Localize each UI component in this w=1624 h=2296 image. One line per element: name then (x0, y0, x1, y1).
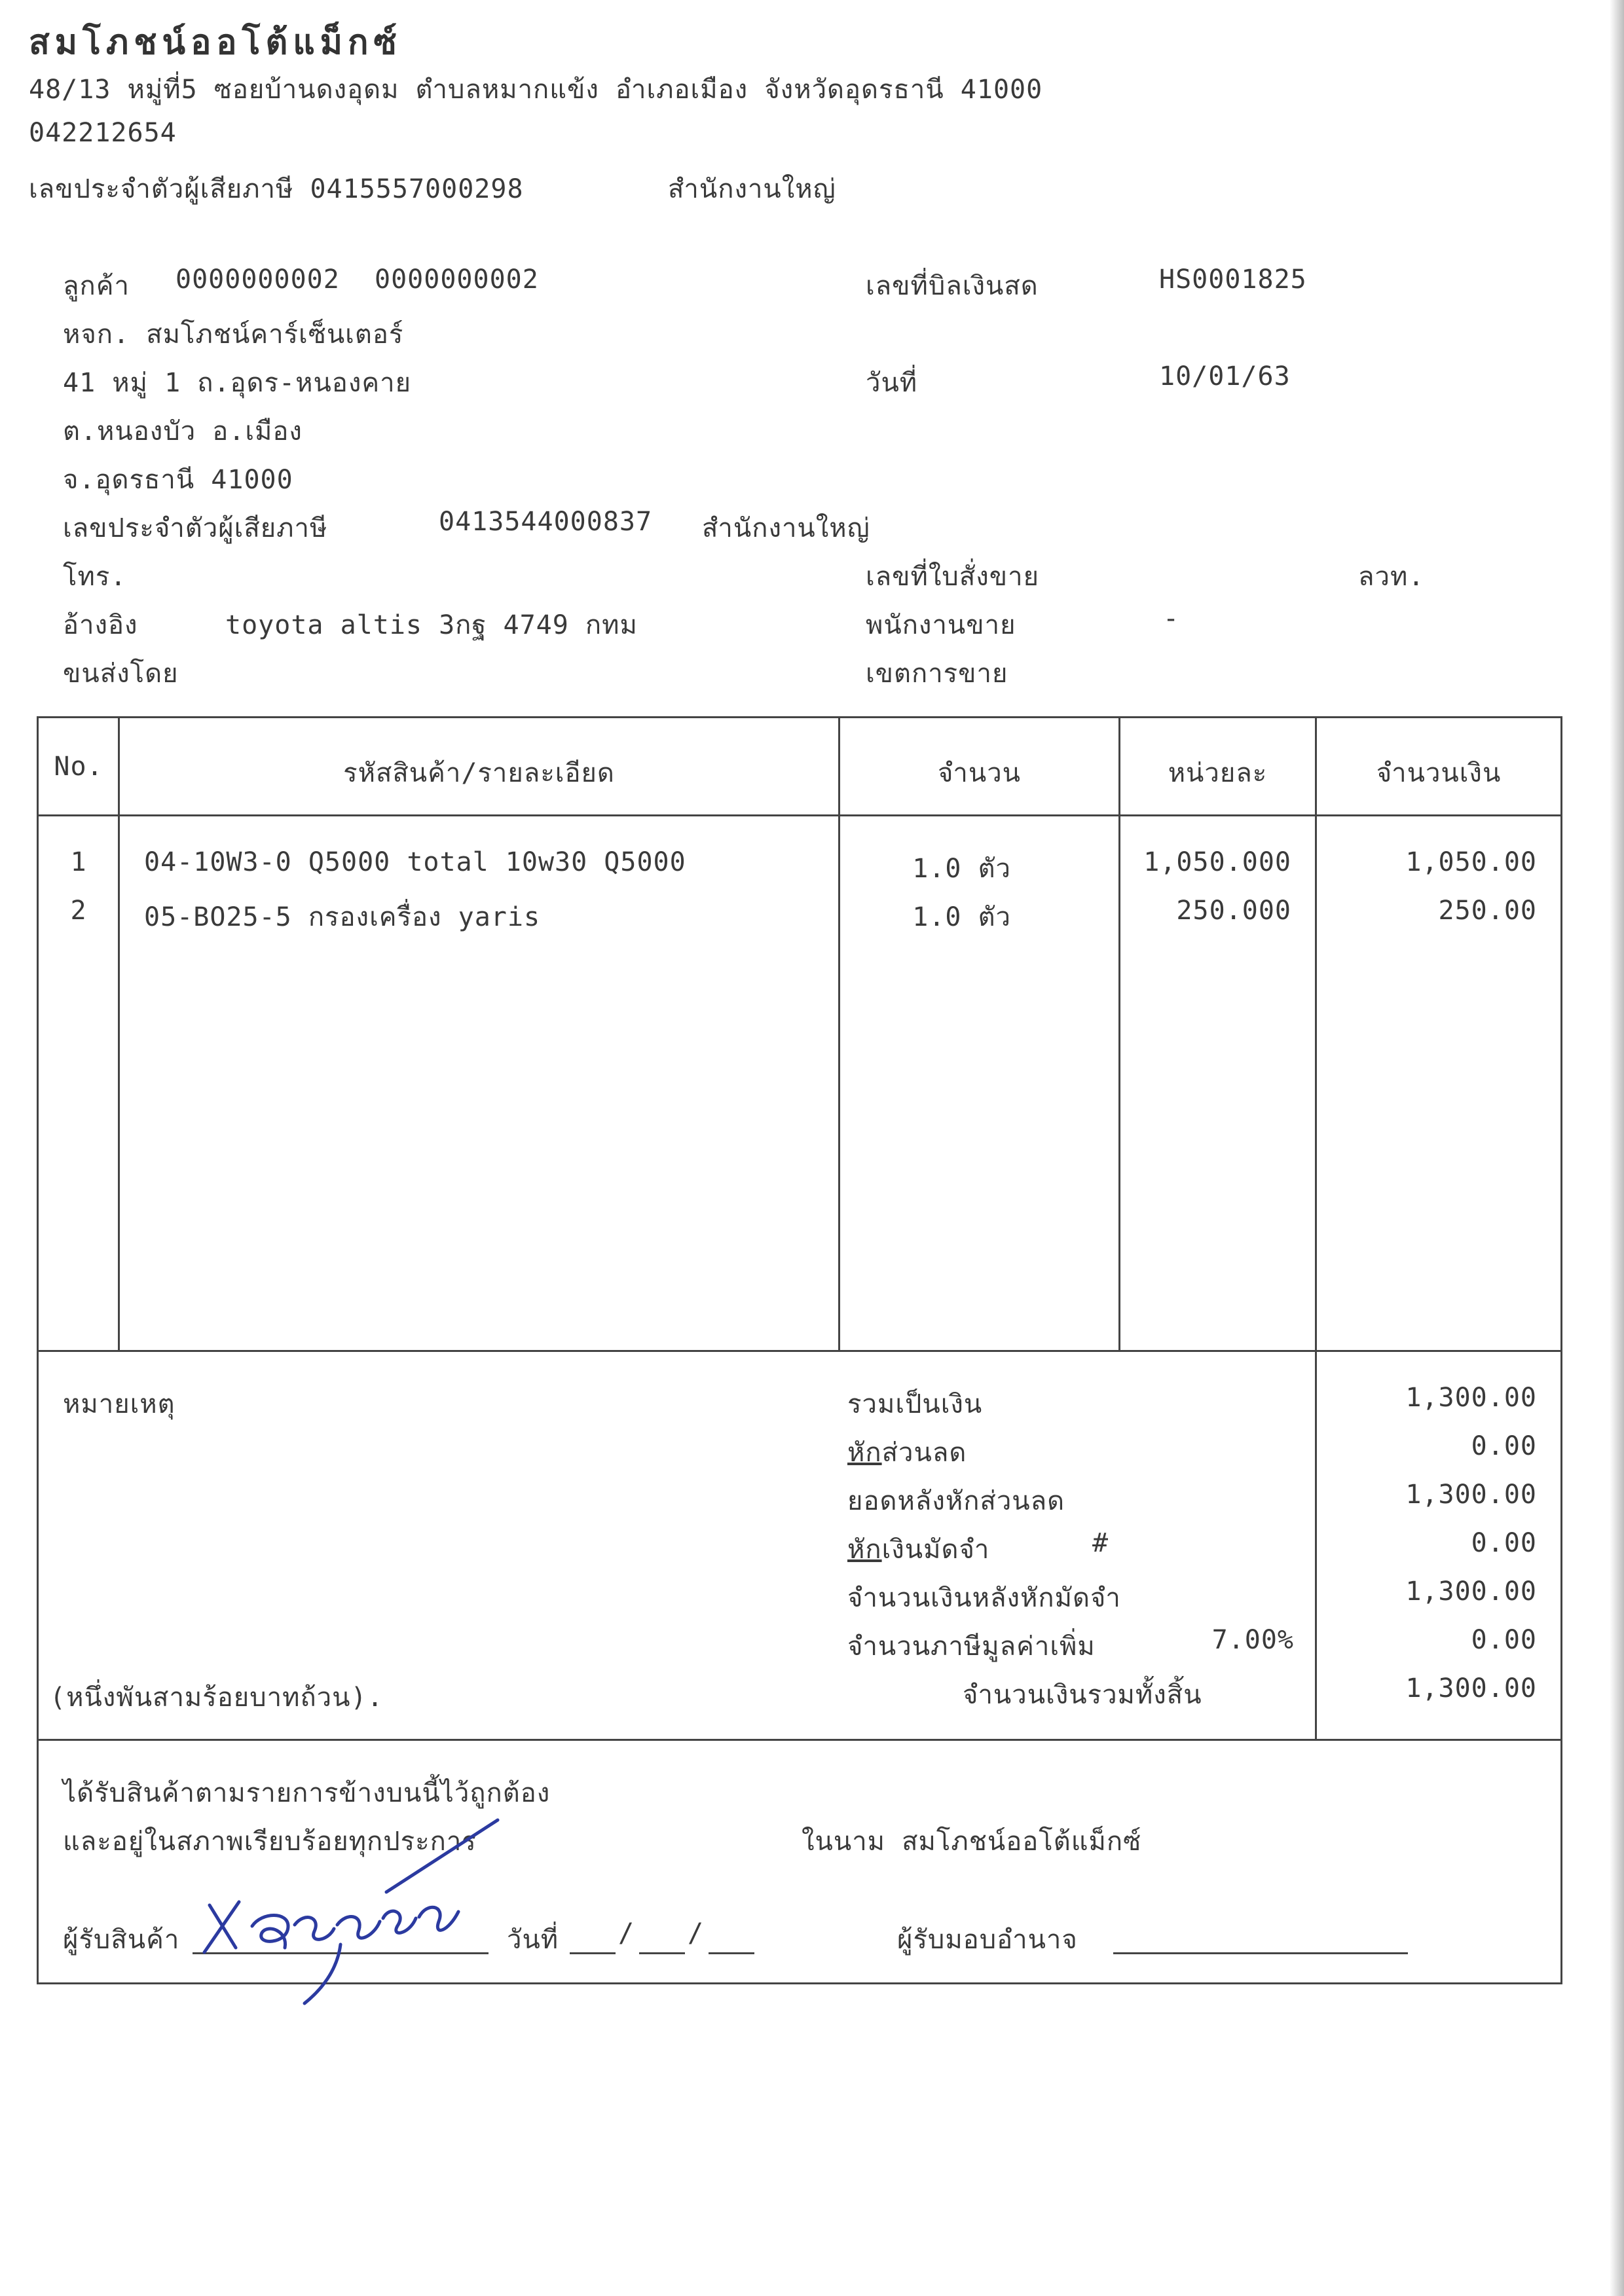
header-amount: จำนวนเงิน (1376, 758, 1502, 788)
handwritten-signature (190, 1813, 530, 2010)
header-description: รหัสสินค้า/รายละเอียด (343, 758, 615, 788)
company-branch: สำนักงานใหญ่ (668, 174, 836, 204)
customer-taxid: 0413544000837 (439, 507, 653, 537)
on-behalf-of: ในนาม สมโภชน์ออโต้แม็กซ์ (802, 1827, 1142, 1857)
bill-no-value: HS0001825 (1159, 264, 1307, 295)
discount-value: 0.00 (1471, 1431, 1537, 1461)
frame-left-border (37, 716, 39, 1984)
authorized-label: ผู้รับมอบอำนาจ (897, 1925, 1078, 1955)
vat-label: จำนวนภาษีมูลค่าเพิ่ม (847, 1631, 1096, 1662)
row-no: 1 (70, 847, 87, 877)
company-phone: 042212654 (29, 118, 177, 148)
table-header-border (37, 814, 1562, 816)
after-deposit-value: 1,300.00 (1405, 1576, 1537, 1607)
col-divider-qty (1118, 716, 1120, 1351)
col-divider-desc (838, 716, 840, 1351)
total-value: 1,300.00 (1405, 1383, 1537, 1413)
discount-label (847, 1431, 967, 1473)
row-description: 04-10W3-0 Q5000 total 10w30 Q5000 (144, 847, 686, 877)
grand-total-value: 1,300.00 (1405, 1673, 1537, 1704)
received-statement-line1: ได้รับสินค้าตามรายการข้างบนนี้ไว้ถูกต้อง (63, 1778, 551, 1808)
total-label: รวมเป็นเงิน (847, 1389, 983, 1419)
authorized-signature-line (1113, 1952, 1408, 1954)
table-top-border (37, 716, 1562, 718)
row-amount: 1,050.00 (1405, 847, 1537, 877)
summary-bottom-border (37, 1739, 1562, 1741)
receive-date-month-line (639, 1952, 685, 1954)
receive-date-label: วันที่ (507, 1925, 559, 1955)
after-deposit-label: จำนวนเงินหลังหักมัดจำ (847, 1583, 1121, 1613)
customer-code1: 0000000002 (175, 264, 340, 295)
company-name: สมโภชน์ออโต้แม็กซ์ (29, 22, 402, 62)
amount-in-words: (หนึ่งพันสามร้อยบาทถ้วน). (50, 1683, 384, 1713)
receive-date-slash: / (688, 1918, 705, 1948)
receiver-label: ผู้รับสินค้า (63, 1925, 180, 1955)
vat-value: 0.00 (1471, 1625, 1537, 1655)
receive-date-slash: / (618, 1918, 635, 1948)
customer-addr2: ต.หนองบัว อ.เมือง (63, 416, 303, 446)
deposit-label-underlined: หัก (847, 1535, 882, 1565)
row-unit-price: 250.000 (1176, 896, 1291, 926)
deposit-hash: # (1092, 1528, 1109, 1558)
page-edge-shadow (1610, 0, 1624, 2296)
bill-so-label: เลขที่ใบสั่งขาย (866, 562, 1040, 592)
customer-ref-label: อ้างอิง (63, 610, 138, 640)
receive-date-day-line (570, 1952, 616, 1954)
bill-sales-label: พนักงานขาย (866, 610, 1016, 640)
customer-code2: 0000000002 (375, 264, 539, 295)
bill-so-value: ลวท. (1358, 562, 1425, 592)
bill-date-label: วันที่ (866, 368, 918, 398)
frame-right-border (1560, 716, 1562, 1984)
row-amount: 250.00 (1438, 896, 1537, 926)
customer-name: หจก. สมโภชน์คาร์เซ็นเตอร์ (63, 319, 404, 350)
col-divider-no (118, 716, 120, 1351)
discount-label-rest: ส่วนลด (881, 1438, 967, 1468)
after-discount-value: 1,300.00 (1405, 1480, 1537, 1510)
customer-ship-label: ขนส่งโดย (63, 659, 179, 689)
deposit-label (847, 1528, 989, 1570)
table-items-bottom-border (37, 1350, 1562, 1352)
row-unit-price: 1,050.000 (1143, 847, 1291, 877)
deposit-value: 0.00 (1471, 1528, 1537, 1558)
remark-label: หมายเหตุ (63, 1389, 175, 1419)
bill-area-label: เขตการขาย (866, 659, 1008, 689)
after-discount-label: ยอดหลังหักส่วนลด (847, 1486, 1065, 1516)
grand-total-label: จำนวนเงินรวมทั้งสิ้น (963, 1680, 1202, 1710)
row-quantity: 1.0 ตัว (912, 854, 1011, 884)
customer-taxid-label: เลขประจำตัวผู้เสียภาษี (63, 513, 328, 543)
discount-label-underlined: หัก (847, 1438, 882, 1468)
received-statement-line2: และอยู่ในสภาพเรียบร้อยทุกประการ (63, 1827, 477, 1857)
customer-phone-label: โทร. (63, 562, 127, 592)
header-no: No. (54, 752, 103, 782)
receive-date-year-line (709, 1952, 754, 1954)
bill-date-value: 10/01/63 (1159, 361, 1291, 392)
row-no: 2 (70, 896, 87, 926)
header-quantity: จำนวน (937, 758, 1022, 788)
row-quantity: 1.0 ตัว (912, 902, 1011, 932)
customer-addr3: จ.อุดรธานี 41000 (63, 465, 293, 495)
deposit-label-rest: เงินมัดจำ (881, 1535, 990, 1565)
customer-label: ลูกค้า (63, 271, 130, 301)
company-taxid: เลขประจำตัวผู้เสียภาษี 0415557000298 (29, 174, 524, 204)
bill-no-label: เลขที่บิลเงินสด (866, 271, 1039, 301)
company-address: 48/13 หมู่ที่5 ซอยบ้านดงอุดม ตำบลหมากแข้ง อำเภอเมือง จังหวัดอุดรธานี 41000 (29, 75, 1043, 105)
header-unit-price: หน่วยละ (1168, 758, 1268, 788)
customer-ref-value: toyota altis 3กฐ 4749 กทม (225, 610, 638, 640)
customer-addr1: 41 หมู่ 1 ถ.อุดร-หนองคาย (63, 368, 412, 398)
bill-sales-value: - (1163, 604, 1180, 634)
vat-rate: 7.00% (1211, 1625, 1294, 1655)
row-description: 05-BO25-5 กรองเครื่อง yaris (144, 902, 541, 932)
customer-branch: สำนักงานใหญ่ (702, 513, 870, 543)
